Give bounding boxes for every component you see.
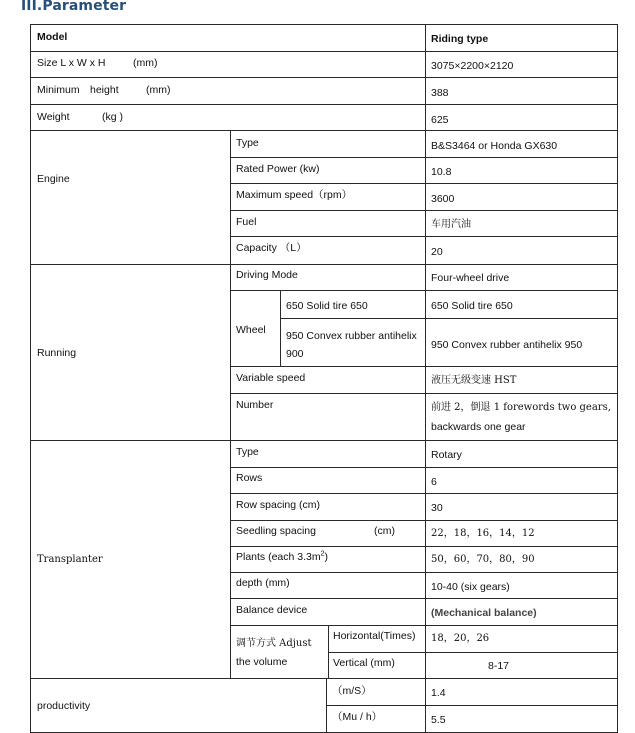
- table-rule: [30, 104, 618, 105]
- engine-speed-value: 3600: [431, 193, 455, 205]
- transplanter-type-label: Type: [236, 446, 259, 458]
- transplanter-group-label: Transplanter: [37, 554, 103, 565]
- table-rule: [30, 264, 618, 265]
- weight-unit: (kg ): [102, 111, 123, 123]
- wheel-label: Wheel: [236, 324, 266, 336]
- depth-label: depth (mm): [236, 577, 290, 589]
- rows-value: 6: [431, 476, 437, 488]
- row-spacing-label: Row spacing (cm): [236, 499, 321, 511]
- rows-label: Rows: [236, 472, 263, 484]
- table-rule: [326, 678, 327, 733]
- transplanter-type-value: Rotary: [431, 449, 462, 461]
- variable-speed-value: 液压无级变速 HST: [431, 375, 517, 386]
- engine-type-value: B&S3464 or Honda GX630: [431, 140, 558, 152]
- weight-value: 625: [431, 114, 449, 126]
- wheel-value-2: 950 Convex rubber antihelix 950: [431, 339, 583, 351]
- productivity-value-2: 5.5: [431, 714, 446, 726]
- plants-label-superscript: 2: [320, 550, 325, 558]
- size-label: Size L x W x H: [37, 57, 106, 69]
- table-rule: [230, 393, 618, 394]
- model-value: Riding type: [431, 33, 489, 45]
- table-rule: [230, 493, 618, 494]
- table-rule: [230, 598, 618, 599]
- adjust-label-line-1: 调节方式 Adjust: [236, 638, 312, 649]
- min-height-label: Minimum: [37, 84, 80, 96]
- row-spacing-value: 30: [431, 502, 443, 514]
- table-rule: [30, 440, 618, 441]
- vertical-label: Vertical (mm): [333, 657, 395, 669]
- variable-speed-label: Variable speed: [236, 372, 306, 384]
- table-rule: [230, 572, 618, 573]
- engine-group-label: Engine: [37, 173, 70, 185]
- parameter-table: [30, 24, 618, 733]
- engine-capacity-label: Capacity （L）: [236, 242, 307, 254]
- productivity-group-label: productivity: [37, 700, 91, 712]
- number-value-line-2: backwards one gear: [431, 421, 526, 433]
- wheel-value-1: 650 Solid tire 650: [431, 300, 513, 312]
- vertical-value: 8-17: [488, 660, 510, 672]
- size-value: 3075×2200×2120: [431, 60, 514, 72]
- seedling-spacing-unit: (cm): [374, 525, 395, 537]
- table-rule: [30, 24, 618, 25]
- table-rule: [230, 290, 618, 291]
- table-rule: [328, 652, 618, 653]
- size-unit: (mm): [133, 57, 158, 69]
- productivity-unit-2: （Mu / h）: [332, 711, 383, 723]
- table-rule: [230, 183, 618, 184]
- table-rule: [230, 236, 618, 237]
- seedling-spacing-label: Seedling spacing: [236, 525, 316, 537]
- driving-mode-label: Driving Mode: [236, 269, 298, 281]
- engine-fuel-value: 车用汽油: [431, 219, 471, 230]
- running-group-label: Running: [37, 347, 77, 359]
- horizontal-label: Horizontal(Times): [333, 630, 416, 642]
- engine-speed-label: Maximum speed（rpm）: [236, 189, 353, 201]
- number-value-line-1: 前进 2，倒退 1 forewords two gears,: [431, 402, 611, 413]
- plants-value: 50，60，70，80，90: [431, 554, 535, 565]
- depth-value: 10-40 (six gears): [431, 581, 510, 593]
- table-rule: [230, 520, 618, 521]
- wheel-option-1: 650 Solid tire 650: [286, 300, 368, 312]
- table-rule: [230, 546, 618, 547]
- plants-label-text: Plants (each 3.3m: [236, 551, 321, 563]
- wheel-option-2-line-2: 900: [286, 348, 304, 360]
- balance-device-label: Balance device: [236, 604, 308, 616]
- productivity-unit-1: （m/S）: [332, 685, 372, 697]
- model-label: Model: [37, 31, 68, 43]
- productivity-value-1: 1.4: [431, 687, 446, 699]
- min-height-value: 388: [431, 87, 449, 99]
- engine-fuel-label: Fuel: [236, 216, 257, 228]
- table-rule: [617, 24, 618, 733]
- table-rule: [328, 625, 329, 678]
- table-rule: [230, 210, 618, 211]
- engine-capacity-value: 20: [431, 246, 443, 258]
- adjust-label-line-2: the volume: [236, 656, 288, 668]
- plants-label: [236, 550, 328, 564]
- weight-label: Weight: [37, 111, 70, 123]
- table-rule: [326, 705, 618, 706]
- wheel-option-2-line-1: 950 Convex rubber antihelix: [286, 330, 417, 342]
- table-rule: [30, 51, 618, 52]
- min-height-label-2: height: [90, 84, 119, 96]
- table-rule: [230, 467, 618, 468]
- engine-power-value: 10.8: [431, 166, 452, 178]
- table-rule: [230, 157, 618, 158]
- engine-type-label: Type: [236, 137, 259, 149]
- table-rule: [280, 290, 281, 366]
- driving-mode-value: Four-wheel drive: [431, 272, 510, 284]
- min-height-unit: (mm): [146, 84, 171, 96]
- engine-power-label: Rated Power (kw): [236, 163, 320, 175]
- table-rule: [30, 130, 618, 131]
- table-rule: [30, 24, 31, 733]
- table-rule: [30, 77, 618, 78]
- table-rule: [280, 318, 618, 319]
- table-rule: [230, 130, 231, 678]
- plants-label-close: ): [324, 551, 329, 563]
- seedling-spacing-value: 22，18，16，14，12: [431, 528, 535, 539]
- horizontal-value: 18，20，26: [431, 633, 490, 644]
- table-rule: [30, 678, 618, 679]
- table-rule: [230, 625, 618, 626]
- number-label: Number: [236, 399, 274, 411]
- balance-device-value: (Mechanical balance): [431, 607, 537, 619]
- table-rule: [425, 24, 426, 733]
- section-heading: III.Parameter: [21, 0, 127, 14]
- table-rule: [230, 366, 618, 367]
